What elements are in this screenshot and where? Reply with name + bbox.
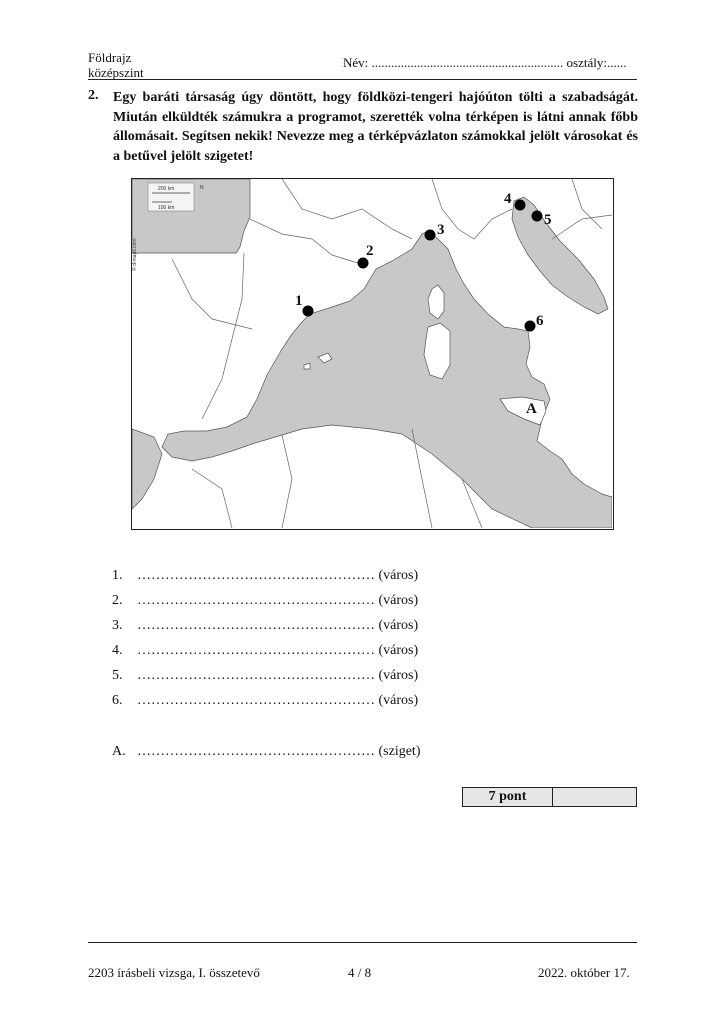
marker-1 bbox=[303, 306, 314, 317]
marker-label-1: 1 bbox=[295, 293, 303, 309]
island-label-a: A bbox=[526, 401, 537, 417]
answer-blank-3: …………………………………………… (város) bbox=[137, 618, 419, 633]
map-sketch bbox=[131, 178, 614, 530]
points-score-cell[interactable] bbox=[553, 788, 636, 806]
north-label: N bbox=[200, 185, 204, 191]
alboran-sea bbox=[132, 429, 162, 509]
marker-6 bbox=[525, 321, 536, 332]
footer-left: 2203 írásbeli vizsga, I. összetevő bbox=[88, 965, 260, 980]
name-class-field: Név: ........................................................... osztály:...... bbox=[343, 55, 627, 70]
marker-4 bbox=[515, 200, 526, 211]
answer-line-4[interactable] bbox=[112, 643, 418, 659]
points-label: 7 pont bbox=[463, 788, 553, 806]
answer-num-1: 1. bbox=[112, 568, 123, 583]
answer-num-a: A. bbox=[112, 744, 126, 759]
marker-label-6: 6 bbox=[536, 313, 544, 329]
answer-blank-a: …………………………………………… (sziget) bbox=[137, 744, 421, 759]
marker-label-2: 2 bbox=[366, 243, 374, 259]
question-number: 2. bbox=[88, 88, 99, 103]
subject-line1: Földrajz bbox=[88, 50, 132, 65]
marker-2 bbox=[358, 258, 369, 269]
subject-label bbox=[88, 50, 144, 80]
answer-line-2[interactable] bbox=[112, 593, 418, 609]
marker-label-3: 3 bbox=[437, 222, 445, 238]
answer-blank-4: …………………………………………… (város) bbox=[137, 643, 419, 658]
footer-date: 2022. október 17. bbox=[538, 965, 630, 980]
subject-line2: középszint bbox=[88, 65, 144, 80]
watermark: © d-maps.com bbox=[132, 238, 138, 271]
answer-line-5[interactable] bbox=[112, 668, 418, 684]
marker-label-4: 4 bbox=[504, 191, 512, 207]
scale-100km: 100 km bbox=[158, 205, 175, 211]
scale-200km: 200 km bbox=[158, 186, 175, 192]
footer-page: 4 / 8 bbox=[348, 965, 372, 980]
points-box bbox=[462, 787, 637, 807]
answer-num-2: 2. bbox=[112, 593, 123, 608]
header-divider bbox=[88, 79, 637, 80]
marker-5 bbox=[532, 211, 543, 222]
answer-blank-6: …………………………………………… (város) bbox=[137, 693, 419, 708]
answer-num-4: 4. bbox=[112, 643, 123, 658]
map-svg bbox=[132, 179, 612, 528]
adriatic-sea bbox=[512, 197, 608, 314]
answer-num-5: 5. bbox=[112, 668, 123, 683]
marker-label-5: 5 bbox=[544, 212, 552, 228]
answer-line-a[interactable] bbox=[112, 744, 420, 760]
answer-num-3: 3. bbox=[112, 618, 123, 633]
question-text: Egy baráti társaság úgy döntött, hogy földközi-tengeri hajóúton tölti a szabadságát. Miután elküldték számukra a programot, szerették volna térképen is látni annak főbb állomásait. Segítsen nekik! Nevezze meg a térképvázlaton számokkal jelölt városokat és a betűvel jelölt szigetet! bbox=[113, 90, 638, 164]
marker-3 bbox=[425, 230, 436, 241]
footer-divider bbox=[88, 942, 637, 943]
answer-blank-5: …………………………………………… (város) bbox=[137, 668, 419, 683]
answer-num-6: 6. bbox=[112, 693, 123, 708]
answer-line-6[interactable] bbox=[112, 693, 418, 709]
answer-line-1[interactable] bbox=[112, 568, 418, 584]
answer-line-3[interactable] bbox=[112, 618, 418, 634]
answer-blank-1: …………………………………………… (város) bbox=[137, 568, 419, 583]
answer-blank-2: …………………………………………… (város) bbox=[137, 593, 419, 608]
